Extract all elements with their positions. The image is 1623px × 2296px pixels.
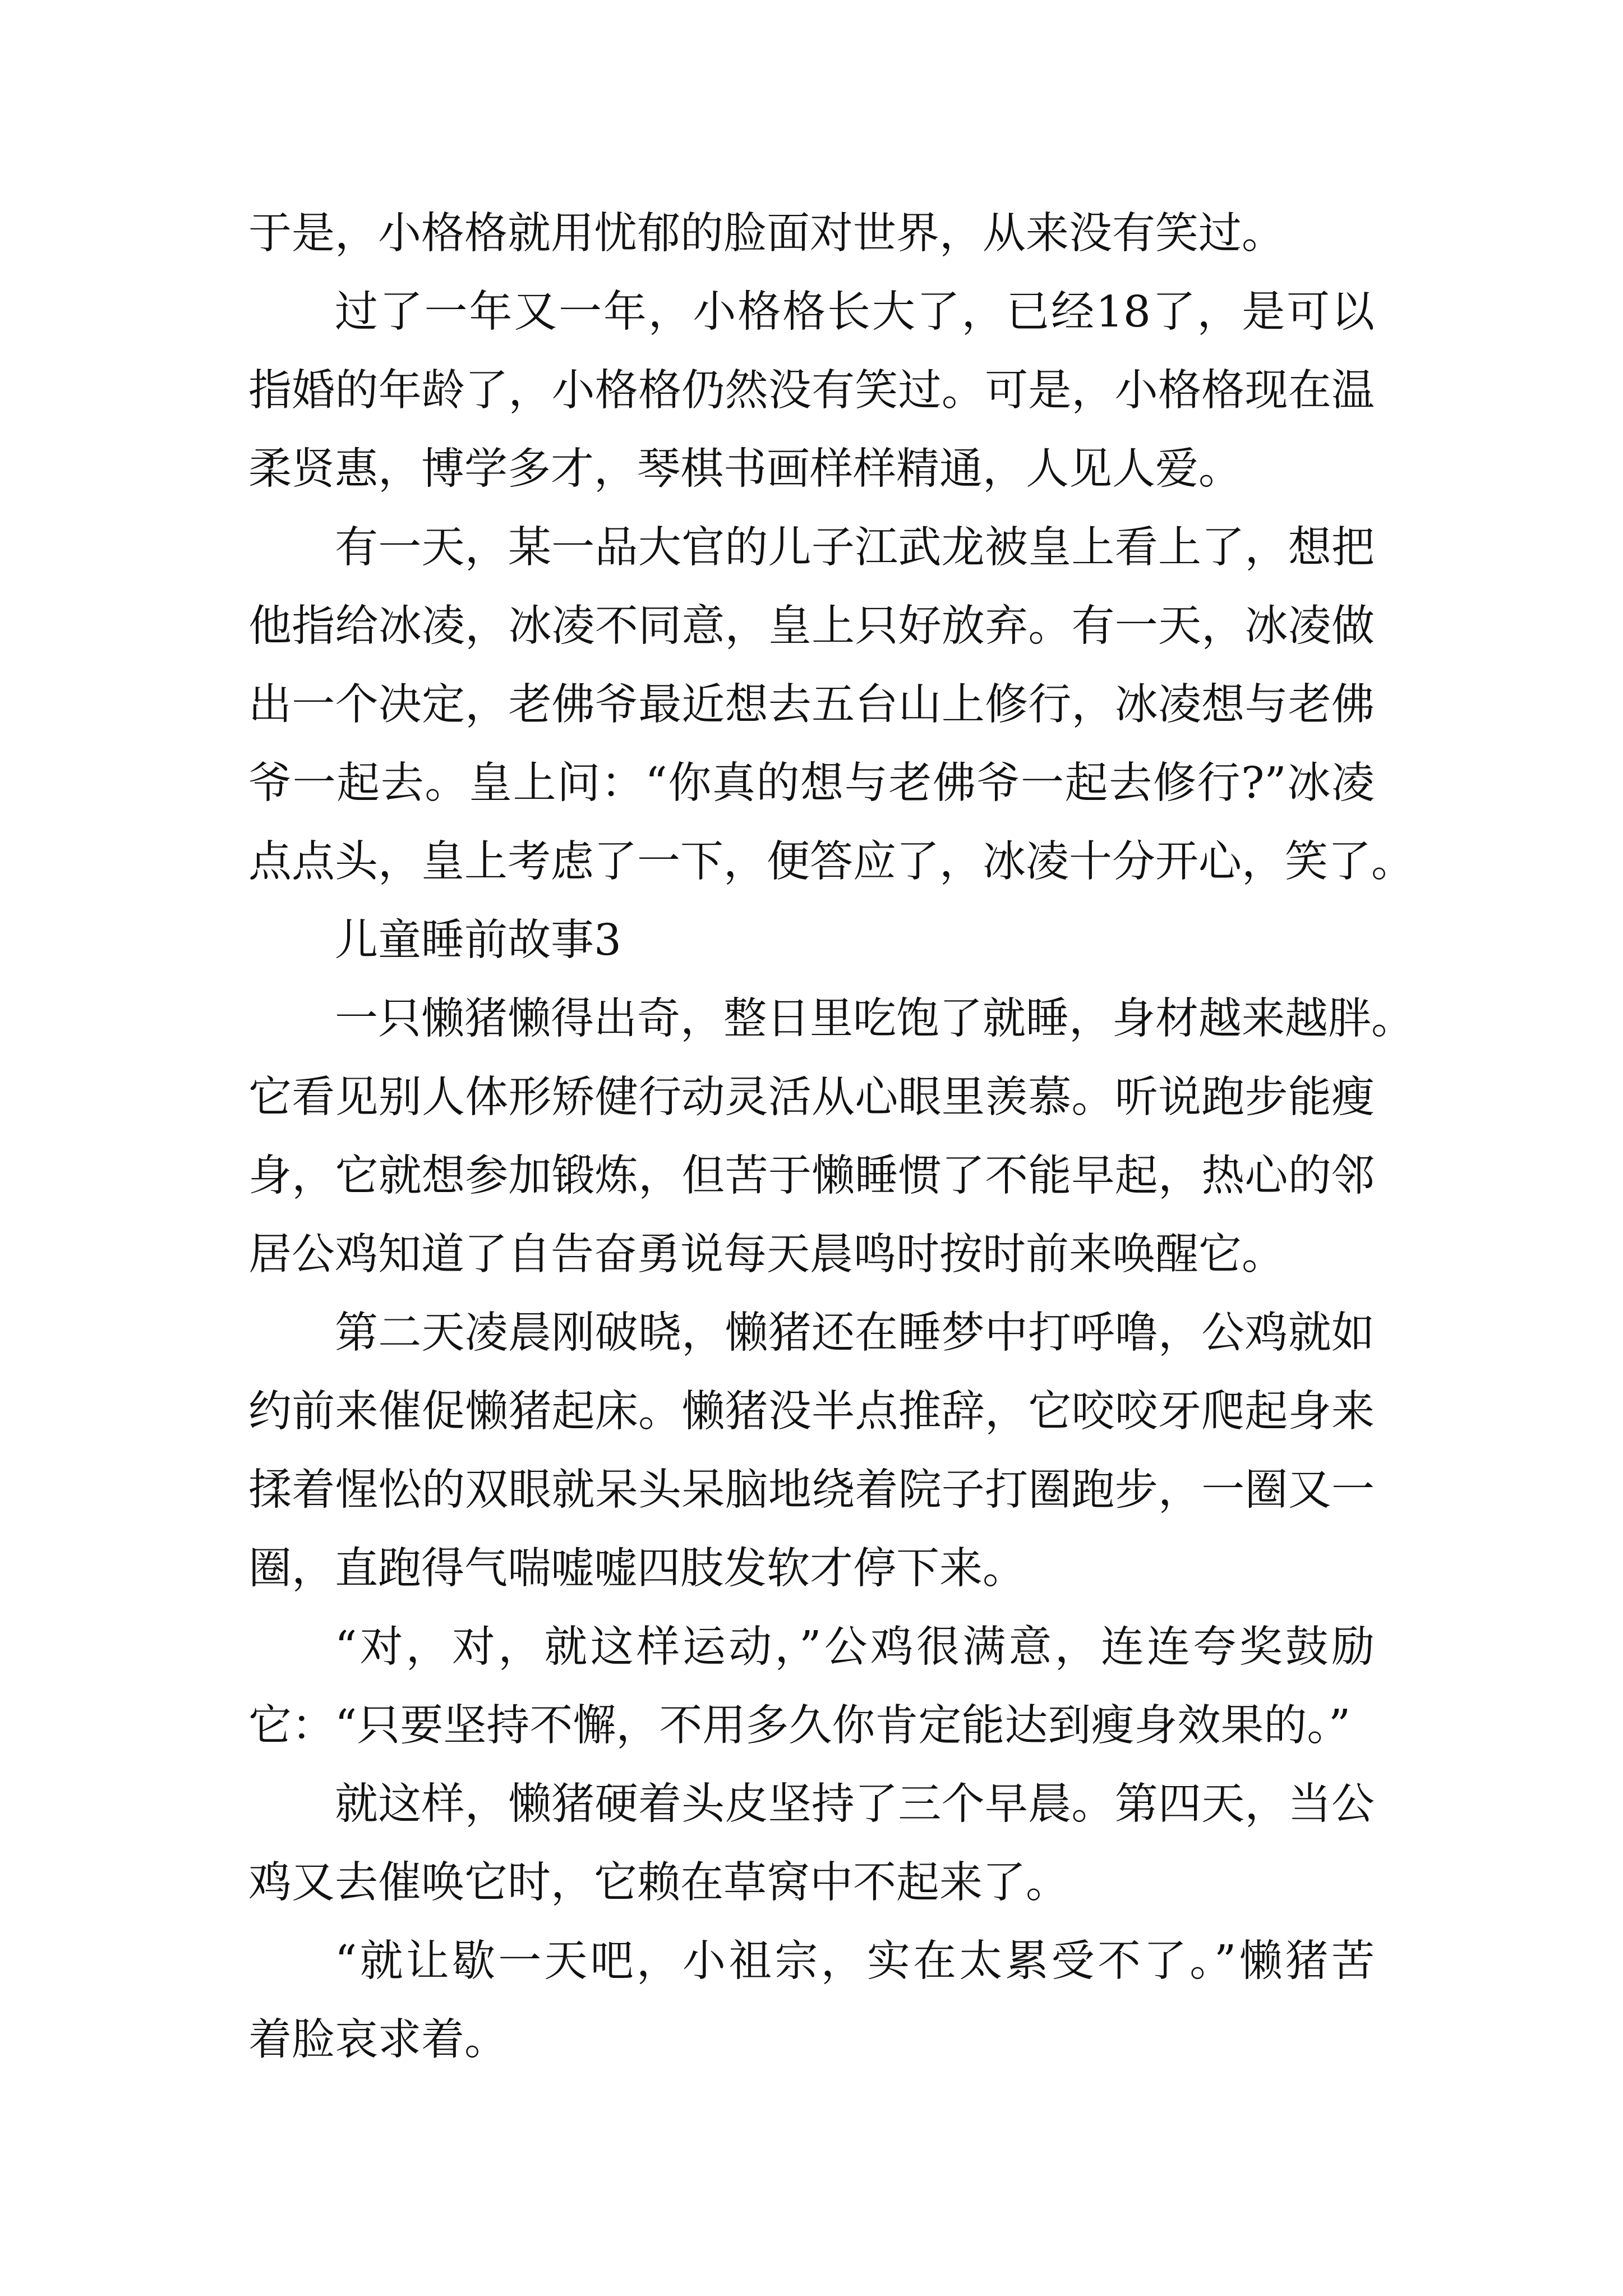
text-line: 就这样，懒猪硬着头皮坚持了三个早晨。第四天，当公 [335, 1779, 1375, 1829]
text-line: 有一天，某一品大官的儿子江武龙被皇上看上了，想把 [335, 523, 1375, 573]
paragraph [248, 273, 1375, 509]
text-line: 于是，小格格就用忧郁的脸面对世界，从来没有笑过。 [248, 209, 1285, 259]
text-line: 它看见别人体形矫健行动灵活从心眼里羡慕。听说跑步能瘦 [248, 1073, 1375, 1122]
text-line: 他指给冰凌，冰凌不同意，皇上只好放弃。有一天，冰凌做 [248, 601, 1375, 651]
text-line: 约前来催促懒猪起床。懒猪没半点推辞，它咬咬牙爬起身来 [248, 1387, 1375, 1437]
text-line: 它：“只要坚持不懈，不用多久你肯定能达到瘦身效果的。” [248, 1701, 1351, 1751]
paragraph [248, 1922, 1375, 2079]
paragraph [248, 1765, 1375, 1922]
text-line: 圈，直跑得气喘嘘嘘四肢发软才停下来。 [248, 1544, 1026, 1594]
paragraph [248, 980, 1414, 1294]
text-line: 点点头，皇上考虑了一下，便答应了，冰凌十分开心，笑了。 [248, 837, 1414, 887]
text-line: 第二天凌晨刚破晓，懒猪还在睡梦中打呼噜，公鸡就如 [335, 1308, 1375, 1358]
text-line: 鸡又去催唤它时，它赖在草窝中不起来了。 [248, 1858, 1069, 1908]
paragraph [248, 1608, 1375, 1765]
text-line: 着脸哀求着。 [248, 2015, 508, 2065]
text-line: 爷一起去。皇上问：“你真的想与老佛爷一起去修行?”冰凌 [248, 758, 1375, 808]
paragraph [248, 509, 1414, 901]
text-line: 过了一年又一年，小格格长大了，已经18了，是可以 [335, 287, 1375, 337]
text-line: 一只懒猪懒得出奇，整日里吃饱了就睡，身材越来越胖。 [335, 994, 1414, 1044]
text-line: 指婚的年龄了，小格格仍然没有笑过。可是，小格格现在温 [248, 366, 1375, 416]
text-line: 出一个决定，老佛爷最近想去五台山上修行，冰凌想与老佛 [248, 680, 1375, 730]
text-line: 柔贤惠，博学多才，琴棋书画样样精通，人见人爱。 [248, 444, 1242, 494]
text-line: 身，它就想参加锻炼，但苦于懒睡惯了不能早起，热心的邻 [248, 1151, 1375, 1201]
paragraph [248, 195, 1375, 273]
paragraph [248, 1294, 1375, 1608]
text-line: “就让歇一天吧，小祖宗，实在太累受不了。”懒猪苦 [335, 1936, 1375, 1986]
section-heading: 儿童睡前故事3 [335, 915, 621, 965]
text-line: “对，对，就这样运动，”公鸡很满意，连连夸奖鼓励 [335, 1622, 1375, 1672]
text-line: 揉着惺忪的双眼就呆头呆脑地绕着院子打圈跑步，一圈又一 [248, 1465, 1375, 1515]
document-body [248, 195, 1414, 2079]
text-line: 居公鸡知道了自告奋勇说每天晨鸣时按时前来唤醒它。 [248, 1230, 1285, 1280]
